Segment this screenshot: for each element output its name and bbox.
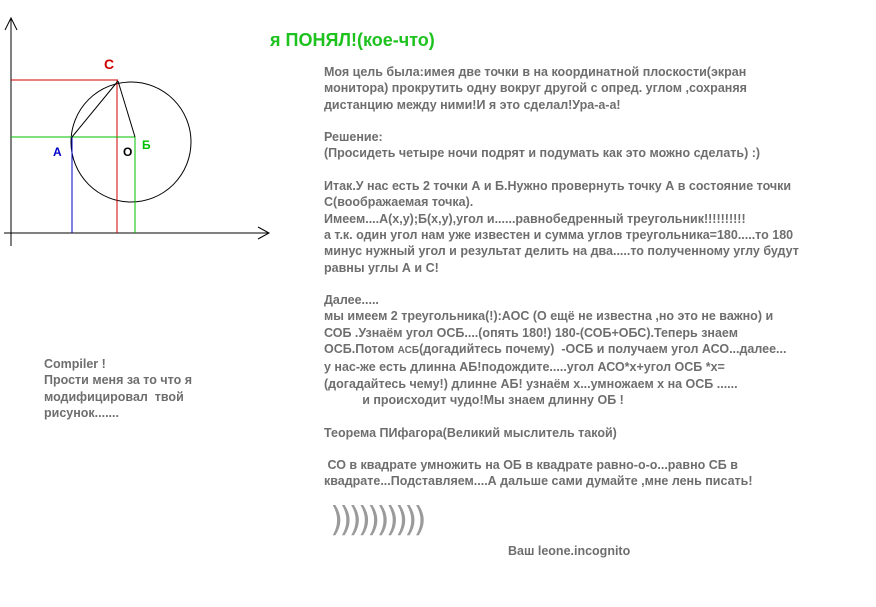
text-fragment-small: АСБ <box>397 345 420 357</box>
segment-cb <box>118 81 135 137</box>
note-line: модифицировал твой <box>44 389 184 404</box>
text-line: СО в квадрате умножить на ОБ в квадрате равно-о-о...равно СБ в <box>324 458 738 473</box>
note-line: Compiler ! <box>44 357 106 371</box>
text-line: Теорема ПИфагора(Великий мыслитель такой) <box>324 425 617 440</box>
text-line <box>324 341 864 359</box>
text-line: равны углы А и С! <box>324 260 439 275</box>
label-c: C <box>104 56 115 72</box>
rotation-circle <box>71 82 191 202</box>
note-line: рисунок....... <box>44 405 119 420</box>
text-fragment: ОСБ.Потом <box>324 342 398 357</box>
page-title: я ПОНЯЛ!(кое-что) <box>270 30 435 50</box>
text-line: у нас-же есть длинна АБ!подождите.....угол АСО*x+угол ОСБ *x= <box>324 360 725 375</box>
text-line: (догадайтесь чему!) длинне АБ! узнаём x...умножаем x на ОСБ ...... <box>324 376 738 391</box>
signature: Ваш leone.incognito <box>508 544 631 558</box>
text-line: минус нужный угол и результат делить на два.....то полученному углу будут <box>324 244 799 259</box>
text-line: монитора) прокрутить одну вокруг другой с опред. углом ,сохраняя <box>324 81 747 96</box>
text-line: СОБ .Узнаём угол ОСБ....(опять 180!) 180-(СОБ+ОБС).Теперь знаем <box>324 325 738 340</box>
text-line: и происходит чудо!Мы знаем длинну ОБ ! <box>324 392 624 407</box>
label-a: A <box>53 145 62 159</box>
compiler-note <box>44 356 234 421</box>
text-line: С(воображаемая точка). <box>324 195 474 210</box>
text-line: квадрате...Подставляем....А дальше сами думайте ,мне лень писать! <box>324 474 753 489</box>
text-line: а т.к. один угол нам уже известен и сумма углов треугольника=180.....то 180 <box>324 227 794 242</box>
text-fragment: (догадийтесь почему) -ОСБ и получаем угол АСО...далее... <box>419 342 787 357</box>
text-line: Далее..... <box>324 293 379 308</box>
text-line: (Просидеть четыре ночи подрят и подумать как это можно сделать) :) <box>324 146 761 161</box>
text-line: Имеем....А(x,y);Б(x,y),угол и......равнобедренный треугольник!!!!!!!!!! <box>324 211 746 226</box>
explanation-text <box>324 64 864 490</box>
text-line: Итак.У нас есть 2 точки А и Б.Нужно провернуть точку А в состояние точки <box>324 179 792 194</box>
text-line: мы имеем 2 треугольника(!):АОС (О ещё не известна ,но это не важно) и <box>324 309 774 324</box>
label-o: O <box>123 145 133 159</box>
note-line: Прости меня за то что я <box>44 373 192 388</box>
label-b: Б <box>142 138 151 152</box>
text-line: дистанцию между ними!И я это сделал!Ура-а-а! <box>324 97 621 112</box>
smile-brackets: )))))))))) <box>330 500 423 540</box>
geometry-diagram <box>0 0 300 260</box>
text-line: Моя цель была:имея две точки в на координатной плоскости(экран <box>324 65 747 79</box>
segment-ac <box>72 81 118 137</box>
text-line: Решение: <box>324 130 383 145</box>
